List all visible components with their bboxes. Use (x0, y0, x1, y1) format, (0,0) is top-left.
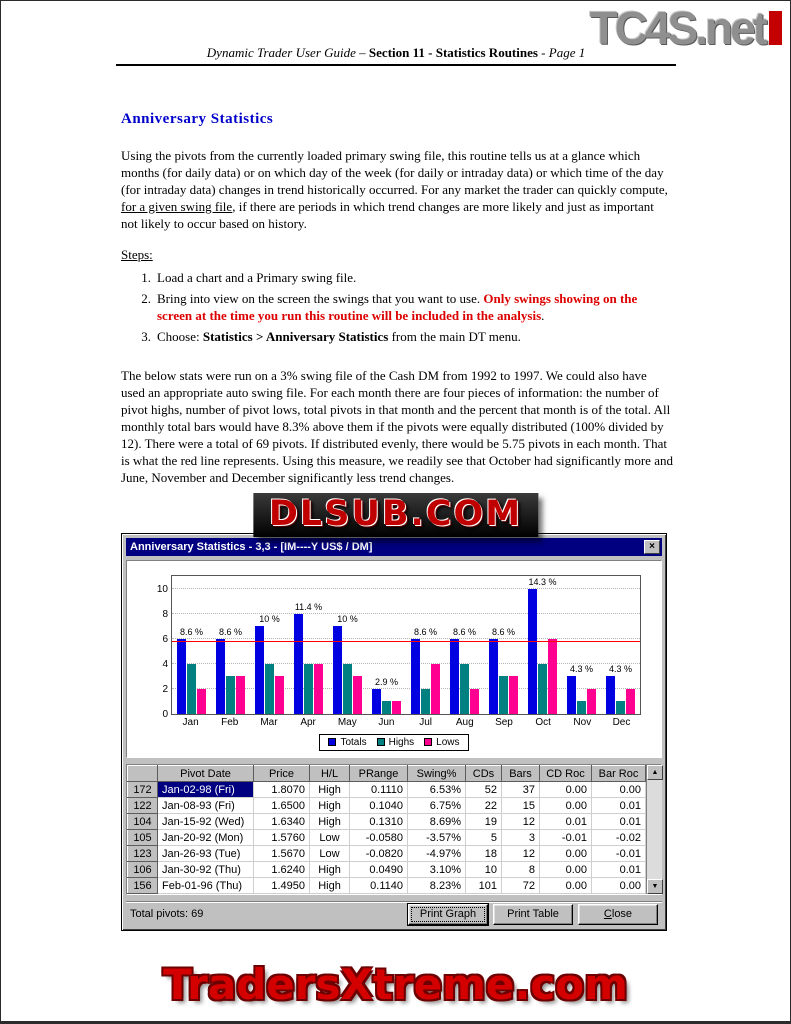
table-row[interactable] (128, 846, 646, 862)
step-2-warning: Only swings showing on the screen at the time you run this routine will be included in the analysis (157, 291, 638, 323)
table-cell[interactable]: 0.01 (592, 862, 646, 878)
highs-swatch-icon (377, 738, 385, 746)
percent-label: 8.6 % (452, 626, 477, 637)
row-number[interactable]: 104 (128, 814, 158, 830)
pivot-table (127, 765, 646, 894)
table-cell[interactable]: 0.1140 (350, 878, 408, 894)
table-cell[interactable]: 0.1040 (350, 798, 408, 814)
tc4s-logo-text: TC4S.net (589, 2, 765, 54)
bar-lows-nov (587, 689, 596, 714)
x-axis-labels (171, 717, 641, 728)
bar-lows-dec (626, 689, 635, 714)
x-tick-label: Apr (300, 717, 316, 728)
lows-swatch-icon (424, 738, 432, 746)
x-tick-label: Nov (573, 717, 592, 728)
x-tick-label: Dec (612, 717, 631, 728)
column-header[interactable]: CD Roc (540, 766, 592, 782)
percent-label: 11.4 % (294, 601, 323, 612)
bar-totals-apr (294, 614, 303, 714)
percent-label: 4.3 % (569, 664, 594, 675)
x-tick-label: Aug (455, 717, 474, 728)
table-cell[interactable]: 18 (466, 846, 502, 862)
y-tick-label: 6 (162, 633, 168, 645)
x-tick-label: Sep (495, 717, 513, 728)
table-cell[interactable]: Low (310, 830, 350, 846)
table-cell[interactable]: 0.00 (540, 846, 592, 862)
total-pivots-label: Total pivots: 69 (130, 908, 204, 920)
bar-totals-jul (411, 639, 420, 714)
table-cell[interactable]: 1.6340 (254, 814, 310, 830)
table-cell[interactable]: 6.53% (408, 782, 466, 798)
step-2-tail: . (541, 308, 545, 323)
dialog-footer (126, 901, 662, 926)
paragraph-explanation: The below stats were run on a 3% swing file of the Cash DM from 1992 to 1997. We could also have used an appropriate auto swing file. For each month there are four pieces of information: the number of pivot highs, number of pivot lows, total pivots in that month and the percent that month is of the total. All monthly total bars would have 8.3% above them if the pivots were equally distributed (100% divided by 12). There were a total of 69 pivots. If distributed evenly, there would be 5.75 pivots in each month. That is what the red line represents. Using this measure, we readily see that October had significantly more and June, November and December significantly less trend changes. (121, 368, 673, 485)
table-cell[interactable]: Jan-08-93 (Fri) (158, 798, 254, 814)
bar-highs-feb (226, 676, 235, 714)
percent-label: 4.3 % (608, 664, 633, 675)
bar-totals-feb (216, 639, 225, 714)
table-cell[interactable]: -0.01 (540, 830, 592, 846)
percent-label: 10 % (259, 614, 280, 625)
table-cell[interactable]: 5 (466, 830, 502, 846)
bar-totals-may (333, 626, 342, 714)
table-cell[interactable]: 6.75% (408, 798, 466, 814)
table-cell[interactable]: 52 (466, 782, 502, 798)
step-1 (121, 269, 673, 286)
row-number[interactable]: 122 (128, 798, 158, 814)
bar-lows-apr (314, 664, 323, 714)
row-number-header (128, 766, 158, 782)
step-3-text (157, 328, 673, 345)
table-cell[interactable]: 1.5670 (254, 846, 310, 862)
legend-label: Highs (388, 736, 415, 748)
table-cell[interactable]: Jan-26-93 (Tue) (158, 846, 254, 862)
table-cell[interactable]: Jan-30-92 (Thu) (158, 862, 254, 878)
chart-panel (126, 560, 662, 758)
table-cell[interactable]: 12 (502, 846, 540, 862)
legend-item-lows (424, 737, 459, 748)
pivot-table-area (126, 764, 662, 895)
bar-lows-jul (431, 664, 440, 714)
gridline (172, 613, 640, 614)
table-cell[interactable]: 3.10% (408, 862, 466, 878)
x-tick-label: May (337, 717, 357, 728)
scrollbar-track[interactable] (647, 780, 662, 879)
bar-lows-sep (509, 676, 518, 714)
step-1-text (157, 269, 673, 286)
close-icon[interactable]: × (644, 540, 660, 554)
table-cell[interactable]: -0.02 (592, 830, 646, 846)
table-row[interactable] (128, 862, 646, 878)
step-1-body: Load a chart and a Primary swing file. (157, 270, 357, 285)
table-cell[interactable]: 1.8070 (254, 782, 310, 798)
steps-label: Steps: (121, 247, 153, 262)
row-number[interactable]: 172 (128, 782, 158, 798)
x-tick-label: Feb (221, 717, 239, 728)
bar-totals-dec (606, 676, 615, 714)
bar-lows-feb (236, 676, 245, 714)
table-cell[interactable]: -3.57% (408, 830, 466, 846)
table-cell[interactable]: 0.01 (592, 814, 646, 830)
step-2-text (157, 290, 673, 324)
table-row[interactable] (128, 814, 646, 830)
table-cell[interactable]: 72 (502, 878, 540, 894)
table-cell[interactable]: 0.01 (540, 814, 592, 830)
column-header[interactable]: PRange (350, 766, 408, 782)
table-cell[interactable]: 0.1110 (350, 782, 408, 798)
table-cell[interactable]: High (310, 782, 350, 798)
dlsub-watermark-text: DLSUB.COM (268, 494, 523, 534)
bar-totals-oct (528, 589, 537, 714)
step-2-body: Bring into view on the screen the swings that you want to use. (157, 291, 484, 306)
bar-highs-may (343, 664, 352, 714)
gridline (172, 638, 640, 639)
table-cell[interactable]: High (310, 798, 350, 814)
paragraph-intro-tail: , if there are periods in which trend changes are more likely and just as important not likely to occur based on history. (121, 199, 654, 231)
table-row[interactable] (128, 798, 646, 814)
step-3-menu-path: Statistics > Anniversary Statistics (202, 329, 389, 344)
bar-highs-dec (616, 701, 625, 714)
bar-highs-sep (499, 676, 508, 714)
average-reference-line (172, 641, 640, 642)
column-header[interactable]: CDs (466, 766, 502, 782)
bar-totals-nov (567, 676, 576, 714)
doc-header (116, 45, 676, 61)
table-cell[interactable]: Low (310, 846, 350, 862)
table-cell[interactable]: 1.5760 (254, 830, 310, 846)
y-tick-label: 10 (156, 583, 168, 595)
doc-header-page: - Page 1 (537, 45, 586, 60)
bar-highs-jul (421, 689, 430, 714)
table-row[interactable] (128, 782, 646, 798)
doc-header-section: Section 11 - Statistics Routines (368, 45, 538, 60)
table-cell[interactable]: 10 (466, 862, 502, 878)
table-cell[interactable]: -0.0820 (350, 846, 408, 862)
bar-highs-mar (265, 664, 274, 714)
footer-buttons (408, 904, 658, 925)
table-cell[interactable]: 8 (502, 862, 540, 878)
step-1-number: 1. (141, 270, 151, 285)
bar-highs-nov (577, 701, 586, 714)
column-header[interactable]: Bars (502, 766, 540, 782)
dlsub-watermark (253, 493, 538, 537)
table-cell[interactable]: 1.6500 (254, 798, 310, 814)
percent-label: 2.9 % (374, 676, 399, 687)
y-tick-label: 2 (162, 683, 168, 695)
table-row[interactable] (128, 830, 646, 846)
bar-highs-aug (460, 664, 469, 714)
legend-item-totals (328, 737, 366, 748)
dialog-titlebar[interactable] (126, 538, 662, 556)
y-tick-label: 0 (162, 709, 168, 720)
gridline (172, 588, 640, 589)
x-tick-label: Oct (535, 717, 551, 728)
table-cell[interactable]: 101 (466, 878, 502, 894)
chart-legend (319, 734, 468, 751)
bar-highs-jun (382, 701, 391, 714)
step-3 (121, 328, 673, 345)
table-cell[interactable]: 8.69% (408, 814, 466, 830)
table-cell[interactable]: 0.00 (540, 878, 592, 894)
table-cell[interactable]: High (310, 814, 350, 830)
logo-red-block-icon (769, 11, 782, 45)
table-cell[interactable]: Jan-20-92 (Mon) (158, 830, 254, 846)
column-header[interactable]: Pivot Date (158, 766, 254, 782)
bar-highs-jan (187, 664, 196, 714)
bar-highs-oct (538, 664, 547, 714)
row-number[interactable]: 156 (128, 878, 158, 894)
table-cell[interactable]: -0.0580 (350, 830, 408, 846)
legend-item-highs (377, 737, 415, 748)
table-cell[interactable]: -4.97% (408, 846, 466, 862)
y-tick-label: 8 (162, 608, 168, 620)
scroll-down-icon[interactable]: ▼ (647, 879, 663, 894)
row-number[interactable]: 123 (128, 846, 158, 862)
bar-chart-plot (156, 575, 641, 720)
table-cell[interactable]: 0.1310 (350, 814, 408, 830)
table-cell[interactable]: High (310, 862, 350, 878)
percent-label: 8.6 % (491, 626, 516, 637)
row-number[interactable]: 105 (128, 830, 158, 846)
page-title: Anniversary Statistics (121, 111, 274, 127)
dialog-title: Anniversary Statistics - 3,3 - [IM----Y US$ / DM] (130, 541, 373, 553)
x-tick-label: Jan (182, 717, 199, 728)
table-row[interactable] (128, 878, 646, 894)
column-header[interactable]: Price (254, 766, 310, 782)
bar-lows-mar (275, 676, 284, 714)
bar-totals-aug (450, 639, 459, 714)
step-3-tail: from the main DT menu. (388, 329, 521, 344)
bar-lows-jun (392, 701, 401, 714)
bar-lows-oct (548, 639, 557, 714)
anniversary-statistics-dialog (121, 533, 667, 931)
table-cell[interactable]: High (310, 878, 350, 894)
header-rule (116, 64, 676, 66)
table-cell[interactable]: 19 (466, 814, 502, 830)
table-cell[interactable]: Jan-02-98 (Fri) (158, 782, 254, 798)
table-cell[interactable]: 22 (466, 798, 502, 814)
percent-label: 8.6 % (179, 626, 204, 637)
scroll-up-icon[interactable]: ▲ (647, 765, 663, 780)
paragraph-intro-text: Using the pivots from the currently loaded primary swing file, this routine tells us at a glance which months (for daily data) or on which day of the week (for daily or intraday data) or which time of the day (for intraday data) changes in trend historically occurred. For any market the trader can quickly compute, (121, 148, 668, 197)
table-cell[interactable]: 12 (502, 814, 540, 830)
bar-totals-sep (489, 639, 498, 714)
table-cell[interactable]: Feb-01-96 (Thu) (158, 878, 254, 894)
steps-list (121, 269, 673, 345)
legend-row (127, 733, 661, 751)
step-3-number: 3. (141, 329, 151, 344)
bar-totals-jun (372, 689, 381, 714)
totals-swatch-icon (328, 738, 336, 746)
column-header[interactable]: H/L (310, 766, 350, 782)
step-2-number: 2. (141, 291, 151, 306)
print-graph-button[interactable]: Print Graph (408, 904, 488, 925)
percent-label: 8.6 % (413, 626, 438, 637)
x-tick-label: Mar (260, 717, 278, 728)
table-cell[interactable]: 0.00 (592, 782, 646, 798)
legend-label: Lows (436, 736, 460, 748)
step-2 (121, 290, 673, 324)
table-cell[interactable]: 37 (502, 782, 540, 798)
table-cell[interactable]: 8.23% (408, 878, 466, 894)
bar-lows-may (353, 676, 362, 714)
table-cell[interactable]: 0.0490 (350, 862, 408, 878)
column-header[interactable]: Bar Roc (592, 766, 646, 782)
tradersxtreme-watermark: TradersXtreme.com (163, 960, 628, 1009)
table-cell[interactable]: 3 (502, 830, 540, 846)
table-cell[interactable]: Jan-15-92 (Wed) (158, 814, 254, 830)
percent-label: 14.3 % (528, 576, 557, 587)
paragraph-intro (121, 147, 673, 232)
table-cell[interactable]: 0.00 (540, 862, 592, 878)
percent-label: 8.6 % (218, 626, 243, 637)
table-cell[interactable]: 1.4950 (254, 878, 310, 894)
bar-totals-jan (177, 639, 186, 714)
paragraph-intro-underlined: for a given swing file (121, 199, 233, 214)
x-tick-label: Jul (419, 717, 433, 728)
legend-label: Totals (340, 736, 367, 748)
print-table-button[interactable]: Print Table (493, 904, 573, 925)
column-header[interactable]: Swing% (408, 766, 466, 782)
doc-header-guide: Dynamic Trader User Guide – (206, 45, 369, 60)
y-tick-label: 4 (162, 658, 168, 670)
article-content (121, 111, 673, 500)
bar-totals-mar (255, 626, 264, 714)
table-cell[interactable]: 0.00 (592, 878, 646, 894)
table-scrollbar[interactable] (646, 765, 662, 894)
table-cell[interactable]: -0.01 (592, 846, 646, 862)
table-cell[interactable]: 0.00 (540, 782, 592, 798)
bar-lows-aug (470, 689, 479, 714)
step-3-body: Choose: (157, 329, 203, 344)
table-cell[interactable]: 15 (502, 798, 540, 814)
table-cell[interactable]: 0.01 (592, 798, 646, 814)
bar-highs-apr (304, 664, 313, 714)
row-number[interactable]: 106 (128, 862, 158, 878)
x-tick-label: Jun (378, 717, 395, 728)
table-cell[interactable]: 1.6240 (254, 862, 310, 878)
percent-label: 10 % (337, 614, 358, 625)
close-button[interactable]: Close (578, 904, 658, 925)
table-header-row (128, 766, 646, 782)
table-cell[interactable]: 0.00 (540, 798, 592, 814)
bar-lows-jan (197, 689, 206, 714)
